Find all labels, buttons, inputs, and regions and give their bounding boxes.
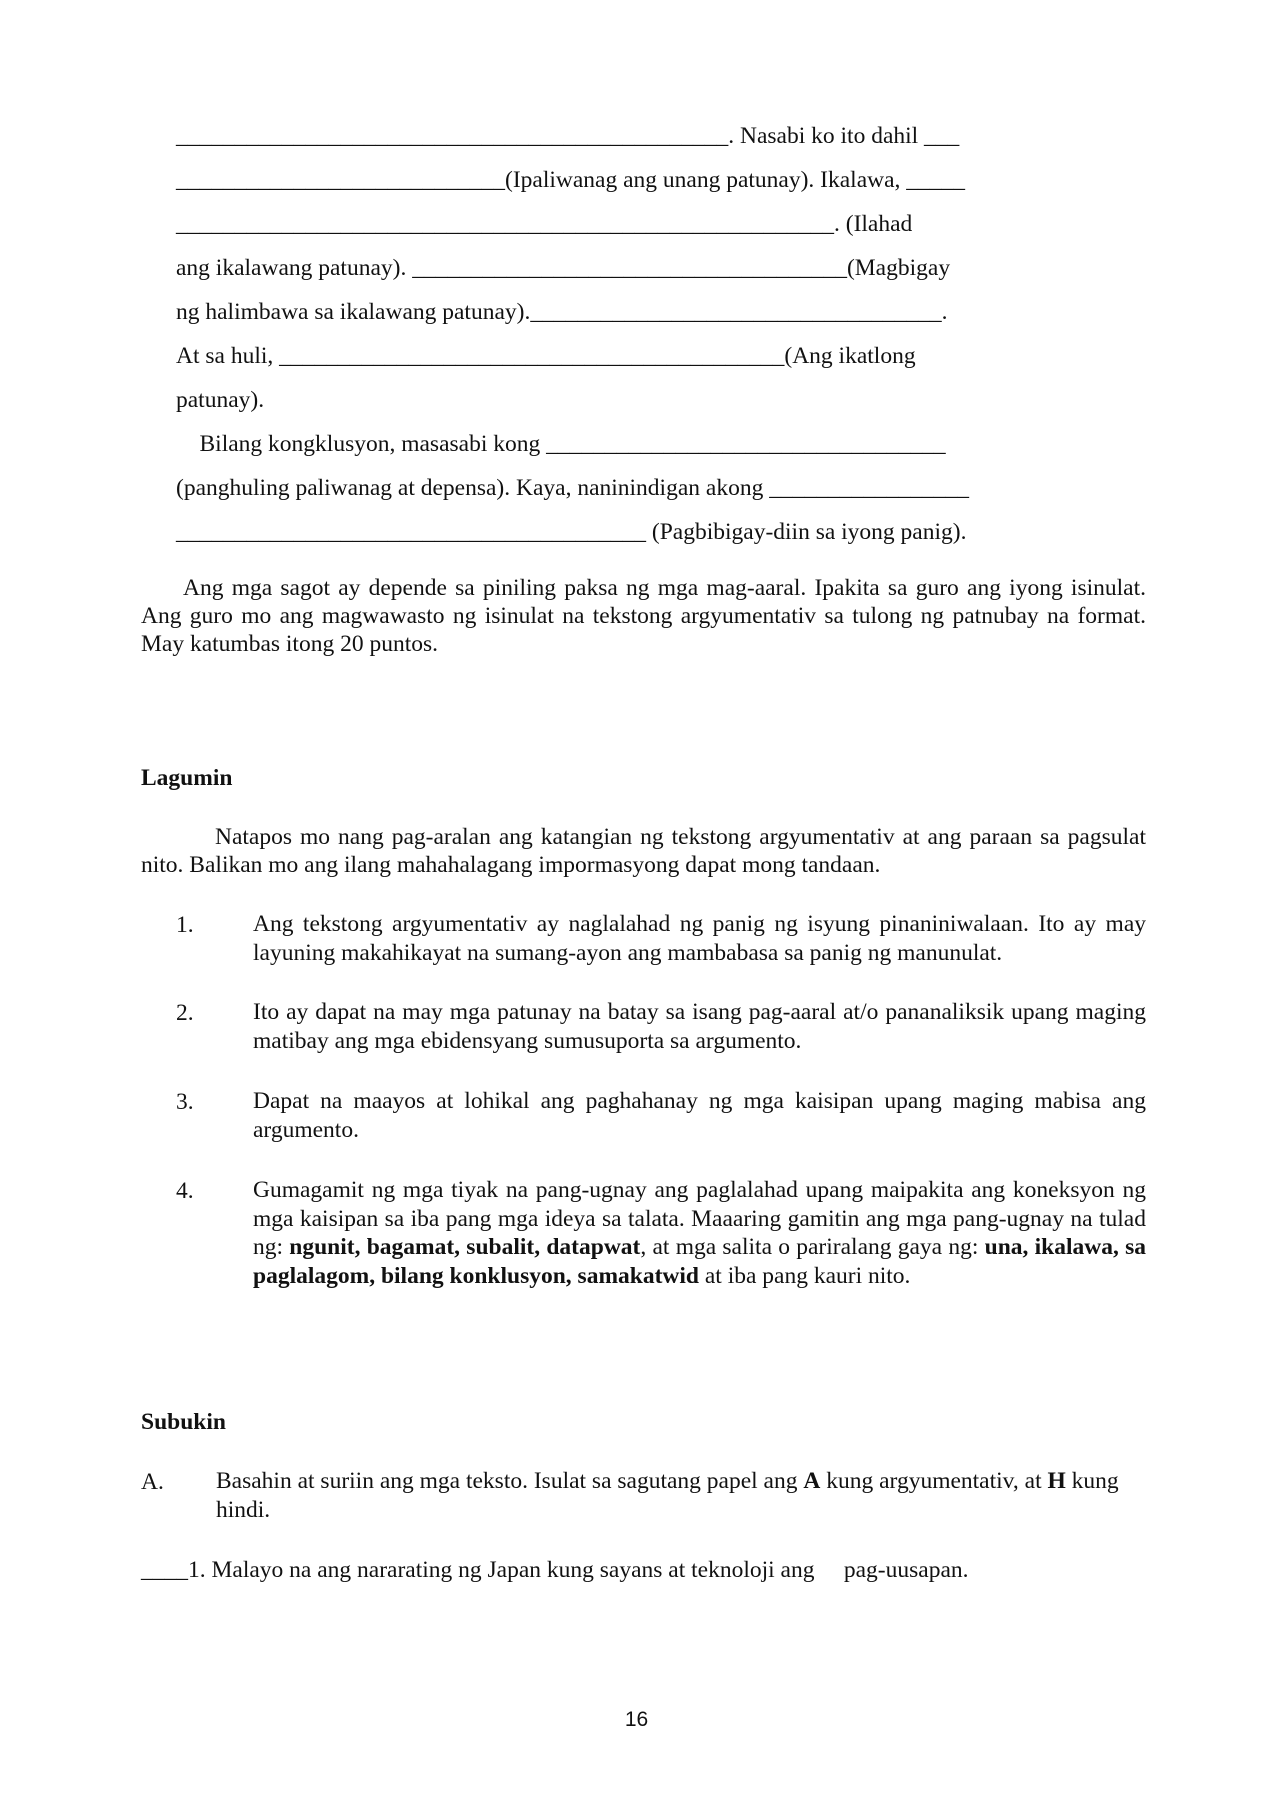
summary-item-1-text: Ang tekstong argyumentativ ay naglalahad ng panig ng isyung pinaniniwalaan. Ito ay may layuning makahikayat na sumang-ayon ang mambabasa sa panig ng manunulat. (253, 911, 1146, 966)
instruction-text-b: kung argyumentativ, at (820, 1468, 1048, 1494)
summary-item-4-text (253, 1176, 1146, 1290)
instruction-text-a: Basahin at suriin ang mga teksto. Isulat sa sagutang papel ang (216, 1468, 804, 1494)
subukin-instruction (216, 1467, 1146, 1524)
summary-item-4-text-c: at iba pang kauri nito. (698, 1262, 911, 1289)
template-line-8: Bilang kongklusyon, masasabi kong __________________________________ (176, 431, 946, 457)
page-number: 16 (624, 1708, 649, 1731)
summary-item-2-number: 2. (176, 1000, 194, 1026)
lagumin-heading: Lagumin (141, 765, 233, 791)
summary-item-1-number: 1. (176, 912, 194, 938)
instruction-text-c: kung hindi. (216, 1468, 1119, 1523)
answer-key-h: H (1047, 1468, 1066, 1494)
summary-item-3-text: Dapat na maayos at lohikal ang paghahanay ng mga kaisipan upang maging mabisa ang argumento. (253, 1088, 1146, 1143)
summary-item-4-text-b: , at mga salita o pariralang gaya ng: (640, 1234, 985, 1260)
template-line-9: (panghuling paliwanag at depensa). Kaya, naninindigan akong _________________ (176, 475, 969, 501)
template-line-4: ang ikalawang patunay). _____________________________________(Magbigay (176, 255, 951, 281)
template-line-2: ____________________________(Ipaliwanag ang unang patunay). Ikalawa, _____ (176, 167, 966, 193)
subukin-heading: Subukin (141, 1409, 226, 1435)
template-line-7: patunay). (176, 387, 265, 413)
transition-words-list: una, ikalawa, sa paglalagom, bilang konklusyon, samakatwid (253, 1234, 1147, 1289)
summary-item-3-number: 3. (176, 1089, 194, 1115)
subukin-part-label: A. (141, 1469, 164, 1495)
summary-item-4-number: 4. (176, 1178, 194, 1204)
answer-key-a: A (803, 1468, 821, 1494)
template-line-5: ng halimbawa sa ikalawang patunay).___________________________________. (176, 299, 948, 325)
question-1: ____1. Malayo na ang nararating ng Japan kung sayans at teknoloji ang pag-uusapan. (141, 1557, 969, 1583)
summary-item-4-text-a: Gumagamit ng mga tiyak na pang-ugnay ang paglalahad upang maipakita ang koneksyon ng mga kaisipan sa iba pang mga ideya sa talata. Maaaring gamitin ang mga pang-ugnay na tulad ng: (253, 1177, 1146, 1260)
lagumin-intro: Natapos mo nang pag-aralan ang katangian ng tekstong argyumentativ at ang paraan sa pagsulat nito. Balikan mo ang ilang mahahalagang impormasyong dapat mong tandaan. (141, 824, 1146, 878)
template-line-1: _______________________________________________. Nasabi ko ito dahil ___ (176, 123, 960, 149)
template-line-6: At sa huli, ___________________________________________(Ang ikatlong (176, 343, 916, 369)
answer-note-paragraph: Ang mga sagot ay depende sa piniling paksa ng mga mag-aaral. Ipakita sa guro ang iyong isinulat. Ang guro mo ang magwawasto ng isinulat na tekstong argyumentativ sa tulong ng patnubay na format. May katumbas itong 20 puntos. (141, 575, 1146, 657)
conjunctions-list: ngunit, bagamat, subalit, datapwat (289, 1234, 641, 1260)
template-line-3: ________________________________________________________. (Ilahad (176, 211, 913, 237)
template-line-10: ________________________________________ (Pagbibigay-diin sa iyong panig). (176, 519, 967, 545)
summary-item-2-text: Ito ay dapat na may mga patunay na batay sa isang pag-aaral at/o pananaliksik upang maging matibay ang mga ebidensyang sumusuporta sa argumento. (253, 999, 1146, 1054)
